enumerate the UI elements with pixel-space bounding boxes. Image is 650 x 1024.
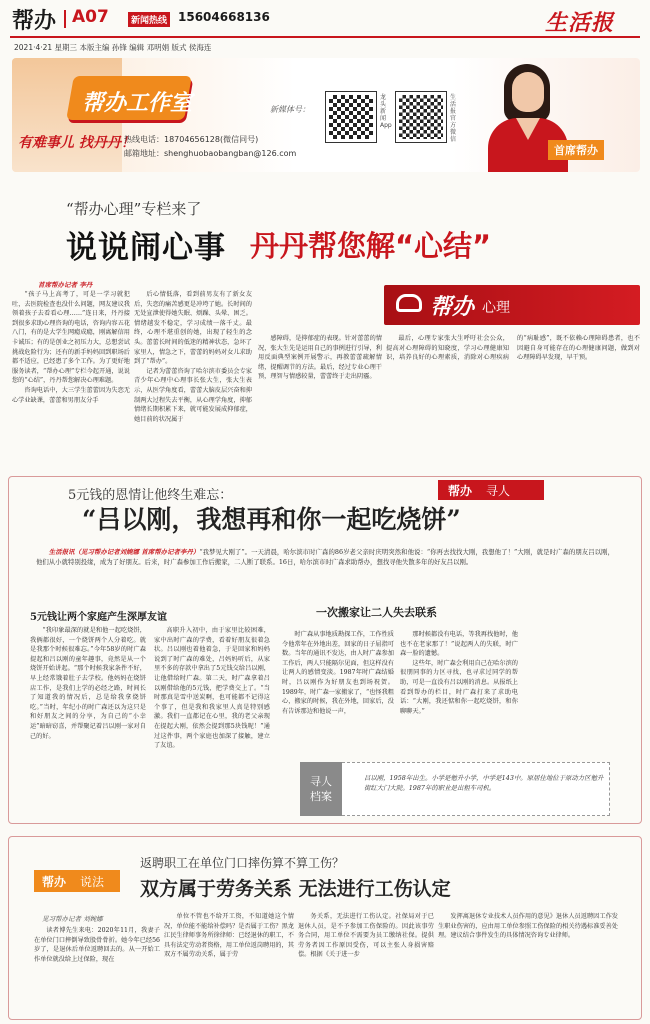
story3-col-1: 读者博先生来电：2020年11月，我妻子在单位门口摔倒导致股骨骨折。她今年已经56岁了，是退休后单位返聘回去的。从一开始工作单位就没给上过保险，现在 — [34, 927, 160, 963]
masthead-divider — [64, 10, 66, 28]
logo-sub: 心理 — [482, 300, 510, 316]
story3-col-4: 发挥离退休专业技术人员作用的意见》退休人员返聘因工作发生职业伤害的，应由用工单位参照工伤保险的相关待遇标准妥善处理。建议结合事件发生的具体情况咨询专业律师。 — [438, 913, 618, 940]
room-title: 帮办工作室 — [82, 90, 193, 116]
anchor-tag: 首席帮办 — [548, 140, 604, 160]
handshake-icon — [396, 294, 422, 312]
qr-code-app[interactable] — [326, 92, 376, 142]
logo-main: 帮办 — [430, 295, 475, 320]
story2-col-1: “我印象最深的就是和他一起吃烧饼，我俩都很好，一个烧饼两个人分着吃。就是我那个时候很难忘。”今年58岁的时广森提起和吕以刚的童年趣事，竟然是从一个烧饼开始讲起。“那个时候我家条件不好，早上经常饿着肚子去学校。他妈妈在烧饼店工作，是我们上学的必经之路，时间长了知道我的情况后，总是给我拿烧饼吃。”当时，年纪小的时广森还以为这只是和好朋友之间的分享，为自己的“小幸运”暗暗窃喜，并帮聚记着吕以刚一家对自己的好。 — [30, 627, 146, 740]
feature-headline-black: 说说闹心事 — [66, 230, 226, 266]
story2-lead: 生活报讯（见习帮办记者刘婉娜 首席帮办记者李丹）“我梦见大刚了”。一天清晨，哈尔滨市时广森的86岁老父亲时庆明突然和他说：“你再去找找大刚，我想他了！”大刚，就是时广森的朋友吕以刚，他们从小就特别投缘，成为了好朋友。后来，时广森参加工作后搬家，二人断了联系。16日，哈尔滨市时广森求助帮办，想找寻他失散多年的好友吕以刚。 — [36, 548, 614, 566]
story2-col-2: 高职升入初中，由于家里比较困难，家中出时广森的学费，看着好朋友很着急状。吕以刚也着他着急，于是回家和妈妈说到了时广森的难处，吕妈妈听后，从家里不多的存款中拿出了5元钱交给吕以刚，让他借给时广森。第二天，时广森拿着吕以刚借给他的5元钱，把学费交上了。“当时那真是雪中送炭啊，也可能都不记得这个事了，但是我和我家里人真是特别感激。我们一直都记在心里，我的老父亲现在提起大刚，依然会提到那5块钱呢！”通过这件事，两个家庭也加深了接触，建立了友谊。 — [154, 627, 270, 750]
story2-tag: 帮办 寻人 — [438, 480, 544, 500]
story3-tag: 帮办 说法 — [34, 870, 120, 892]
feature-headline-red: 丹丹帮您解“心结” — [250, 229, 492, 263]
story3-headline: 双方属于劳务关系 无法进行工伤认定 — [140, 878, 451, 900]
feature-column-3: 感障碍，是抑郁症的表现。针对蕾蕾的情况，张大生先是运用自己的事例进行引导，利用反面典型案例开展警示，再教蕾蕾疏解情绪，提醒调节的方法。最后，经过专业心理干预，理智与情感较量，蕾蕾终于走出阴霾。 — [258, 335, 382, 381]
feature-column-2: 后心情低落，看到前男友有了新女友后，失恋的痛苦感更是冲垮了她。长时间的无处宣泄使得她失眠、烦躁、头晕、困乏。情绪越发不稳定，学习成绩一落千丈。最终，心理不堪重创的她，出现了轻生的念头。蕾蕾长时间的低迷的精神状态，急坏了家里人，情急之下，蕾蕾的妈妈对女儿求助到了“帮办”。 记者为蕾蕾咨询了哈尔滨市委员会专家青少年心理中心理事长张大生，张大生表示，从医学角度看，蕾蕾大脑皮层兴奋和抑制两大过程失去平衡，从心理学角度，抑郁情绪长期积累下来，就可能发展成抑郁症，她目前的状况属于 — [134, 291, 252, 423]
feature-byline: 首席帮办记者 李丹 — [38, 281, 93, 289]
story3-col-3: 务关系，无法进行工伤认定。社保局对于已退休人员，是不予参加工伤保险的。因此该事劳务合同，用工单位不需要为员工缴纳社保。提供劳务者因工作原因受伤，可以主张人身损害赔偿。根据《关于进一步 — [298, 913, 434, 959]
bangban-xinli-logo — [384, 285, 640, 325]
story3-col-2: 单位不管也不给开工资，不知道她这个情况，单位能不能给补偿吗？是否属于工伤？黑龙江民生律师事务所徐律师：已经退休的职工，不具有法定劳动者资格，用工单位返岗聘用的，其双方不属劳动关系，属于劳 — [164, 913, 294, 959]
banner-hotline: 热线电话：18704656128(微信同号) — [124, 135, 259, 144]
story3-byline: 见习帮办记者 刘婉娜 — [42, 915, 103, 923]
scan-label: 新媒体号： — [270, 105, 310, 114]
qr2-caption: 生活报官方微信 — [450, 94, 457, 143]
story2-subhead-1: 5元钱让两个家庭产生深厚友谊 — [30, 612, 167, 623]
story2-subhead-2: 一次搬家让二人失去联系 — [316, 606, 437, 619]
archive-label-box — [300, 762, 342, 816]
story3-kicker: 返聘职工在单位门口摔伤算不算工伤？ — [140, 856, 345, 870]
story2-headline: “吕以刚，我想再和你一起吃烧饼” — [82, 505, 461, 534]
banner-email: 邮箱地址：shenghuobaobangban@126.com — [124, 149, 297, 158]
story2-kicker: 5元钱的恩情让他终生难忘： — [68, 488, 233, 503]
archive-title: 寻人档案 — [310, 775, 332, 803]
hotline-number: 15604668136 — [178, 10, 270, 24]
story2-col-3: 时广森从事地质勘探工作，工作性质令他常年在外地出差，回家的日子屈指可数。当年的通讯不发达，由人时广森参加工作后，两人只能隔尔见面，但这样没有让两人的感情变淡。1987年时广森结婚时，吕以刚作为好朋友也到场祝贺。1989年，时广森一家搬家了，“也怪我粗心，搬家的时候，我在外地，回家后，没有告诉那边和他说一声， — [282, 631, 394, 715]
masthead-rule — [10, 36, 640, 38]
page-number: A07 — [72, 7, 109, 27]
story2-col-4: 那时候都没有电话，等我再找他时，他也不在老家那了！”说起两人的失联，时广森一脸的遗憾。 这些年，时广森会利用自己在哈尔滨的很朋同事的力区寻找，也寻求过同学的帮助，可是一直没有吕以刚的消息。从报纸上看到帮办的栏目，时广森打来了求助电话：“大刚，我还惦和你一起吃烧饼，和你聊聊天。” — [400, 631, 518, 715]
banner-slogan: 有难事儿 找丹丹！ — [18, 135, 135, 151]
brand-logo: 生活报 — [545, 10, 615, 36]
feature-kicker: “帮办心理”专栏来了 — [66, 200, 202, 218]
qr1-caption: 龙头新闻 App — [380, 94, 392, 129]
section-name: 帮办 — [12, 9, 57, 34]
archive-text: 吕以刚，1958年出生。小学是勉升小学，中学是143中。原居住地位于原动力区勉升街红大门大院。1987年的职业是出租车司机。 — [364, 774, 604, 792]
feature-column-4: 最后，心理专家张大生呼吁社会公众，提高对心理障碍的知晓度，学习心理健康知识，培养良好的心理素质，消除对心理疾病的“病耻感”，既不依赖心理障碍患者，也不因避自身可能存在的心理健康问题，做到对心理障碍早发现，早干预。 — [386, 335, 640, 362]
qr-code-wechat[interactable] — [396, 92, 446, 142]
archive-box — [342, 762, 610, 816]
feature-column-1: “孩子马上高考了，可是一学习就犯吐，去医院检查也没什么问题，网友建议我领着孩子去看看心理……”连日来，丹丹接到很多求助心理咨询的电话，咨询内容五花八门，有的是大学生网瘾成瘾，刚离解信用卡诚压；有的是创业之初压力大，总想尝试挑战危险行为；还有的新手妈妈回到职场后都不适应，已经患了多个工作。为了更好地服务读者，“帮办心理”专栏今起开通，说说您的“心结”，丹丹帮您解决心理难题。 咨询电话中，大三学生蕾蕾因为失恋无心学业缺课，蕾蕾和男朋友分手 — [12, 291, 130, 404]
dateline: 2021·4·21 星期三 本版主编 孙锋 编辑 邓明娟 版式 侯海连 — [14, 43, 212, 52]
bangban-banner — [12, 58, 640, 172]
hotline-label: 新闻热线 — [128, 12, 170, 27]
